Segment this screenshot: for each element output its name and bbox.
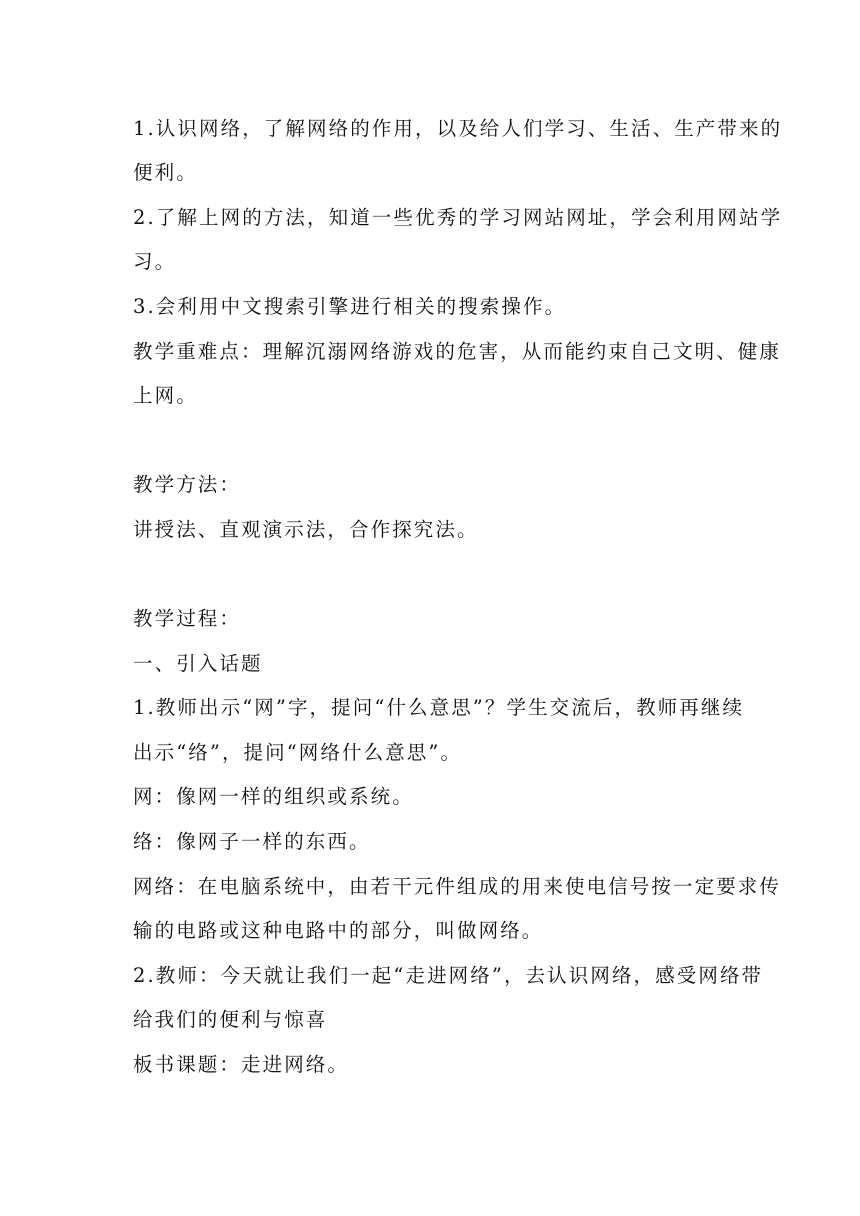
objective-1-line-2: 便利。 — [133, 161, 198, 184]
section-one-heading: 一、引入话题 — [133, 652, 263, 675]
board-title-line: 板书课题：走进网络。 — [133, 1053, 350, 1076]
objective-3-line: 3.会利用中文搜索引擎进行相关的搜索操作。 — [133, 295, 567, 318]
step-1-line-2: 出示“络”，提问“网络什么意思”。 — [133, 741, 463, 764]
objective-1-line-1: 1.认识网络，了解网络的作用，以及给人们学习、生活、生产带来的 — [133, 117, 783, 140]
objective-2-line-1: 2.了解上网的方法，知道一些优秀的学习网站网址，学会利用网站学 — [133, 206, 783, 229]
teaching-methods-heading: 教学方法： — [133, 473, 242, 496]
definition-network-line-2: 输的电路或这种电路中的部分，叫做网络。 — [133, 919, 544, 942]
definition-wang: 网：像网一样的组织或系统。 — [133, 785, 414, 808]
definition-network-line-1: 网络：在电脑系统中，由若干元件组成的用来使电信号按一定要求传 — [133, 875, 782, 898]
teaching-process-heading: 教学过程： — [133, 607, 242, 630]
step-2-line-2: 给我们的便利与惊喜 — [133, 1008, 328, 1031]
definition-luo: 络：像网子一样的东西。 — [133, 830, 371, 853]
key-difficulty-line-1: 教学重难点：理解沉溺网络游戏的危害，从而能约束自己文明、健康 — [133, 340, 782, 363]
teaching-methods-content: 讲授法、直观演示法，合作探究法。 — [133, 518, 479, 541]
key-difficulty-line-2: 上网。 — [133, 384, 198, 407]
step-1-line-1: 1.教师出示“网”字，提问“什么意思”？学生交流后，教师再继续 — [133, 696, 745, 719]
step-2-line-1: 2.教师：今天就让我们一起“走进网络”，去认识网络，感受网络带 — [133, 964, 764, 987]
objective-2-line-2: 习。 — [133, 250, 177, 273]
